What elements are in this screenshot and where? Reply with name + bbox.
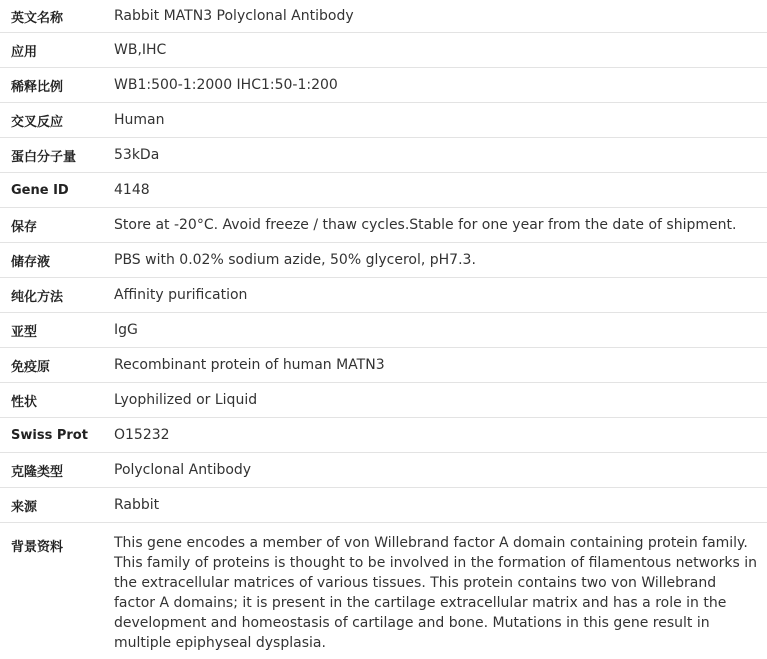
spec-label: 英文名称 [11, 10, 64, 26]
spec-row-swiss-prot [0, 418, 767, 453]
spec-value: This gene encodes a member of von Willebrand factor A domain containing protein family. This family of proteins is thought to be involved in the formation of filamentous networks in the extracellular matrices of various tissues. This protein contains two von Willebrand factor A domains; it is present in the cartilage extracellular matrix and has a role in the development and homeostasis of cartilage and bone. Mutations in this gene result in multiple epiphyseal dysplasia. [114, 535, 758, 651]
spec-label: 保存 [11, 219, 38, 235]
spec-row-application [0, 33, 767, 68]
spec-row-clonality [0, 453, 767, 488]
spec-row-storage [0, 208, 767, 243]
spec-value: O15232 [114, 427, 170, 443]
spec-row-gene-id [0, 173, 767, 208]
spec-row-reactivity [0, 103, 767, 138]
spec-label: Gene ID [11, 182, 69, 198]
spec-row-buffer [0, 243, 767, 278]
spec-value: PBS with 0.02% sodium azide, 50% glycerol, pH7.3. [114, 252, 476, 268]
spec-label: Swiss Prot [11, 427, 88, 443]
spec-value: 4148 [114, 182, 150, 198]
spec-value: Rabbit [114, 497, 160, 513]
spec-label: 纯化方法 [11, 289, 64, 305]
spec-label: 免疫原 [11, 359, 51, 375]
spec-value: Polyclonal Antibody [114, 462, 252, 478]
spec-label: 来源 [11, 499, 38, 515]
spec-row-immunogen [0, 348, 767, 383]
spec-row-background [0, 523, 767, 653]
spec-value: IgG [114, 322, 138, 338]
spec-value: WB,IHC [114, 42, 167, 58]
spec-label: 克隆类型 [11, 464, 64, 480]
spec-label: 亚型 [11, 324, 38, 340]
spec-label: 交叉反应 [11, 114, 64, 130]
spec-value: WB1:500-1:2000 IHC1:50-1:200 [114, 77, 338, 93]
spec-label: 储存液 [11, 254, 51, 270]
spec-label: 稀释比例 [11, 79, 64, 95]
spec-label: 背景资料 [11, 540, 64, 555]
spec-value: Rabbit MATN3 Polyclonal Antibody [114, 8, 354, 24]
spec-row-dilution [0, 68, 767, 103]
spec-value: Lyophilized or Liquid [114, 392, 258, 408]
spec-value: Recombinant protein of human MATN3 [114, 357, 385, 373]
spec-value: Affinity purification [114, 287, 248, 303]
spec-row-host [0, 488, 767, 523]
spec-row-purification [0, 278, 767, 313]
spec-row-form [0, 383, 767, 418]
spec-label: 性状 [11, 394, 38, 410]
spec-label: 应用 [11, 44, 38, 60]
spec-row-isotype [0, 313, 767, 348]
spec-value: 53kDa [114, 147, 160, 163]
spec-row-molecular-weight [0, 138, 767, 173]
spec-value: Human [114, 112, 165, 128]
spec-value: Store at -20°C. Avoid freeze / thaw cycles.Stable for one year from the date of shipment. [114, 217, 737, 233]
spec-row-english-name [0, 0, 767, 33]
spec-label: 蛋白分子量 [11, 149, 77, 165]
